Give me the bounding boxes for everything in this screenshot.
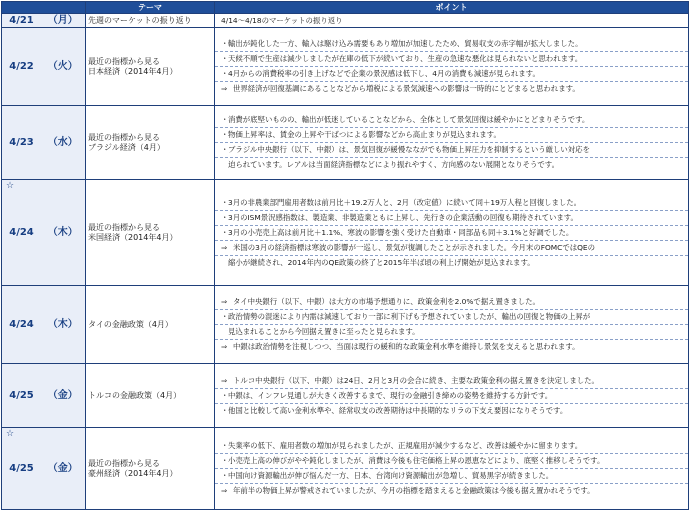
date-text: 4/25 (9, 462, 34, 474)
date-text: 4/24 (9, 226, 34, 238)
theme-text: 先週のマーケットの振り返り (88, 15, 192, 25)
point-item (215, 404, 688, 418)
point-text: 3月のISM景況感指数は、製造業、非製造業ともに上昇し、先行きの企業活動の回復も期待されています。 (228, 212, 578, 222)
featured-star-icon: ☆ (6, 428, 15, 439)
theme-cell (86, 106, 215, 180)
date-wrap (2, 287, 85, 363)
point-text: 消費が底堅いものの、輸出が低迷していることなどから、全体として景気回復は緩やかにとどまりそうです。 (228, 115, 590, 124)
bullet-icon: ・ (221, 197, 229, 207)
arrow-right-icon: ⇒ (221, 242, 228, 252)
point-text: トルコ中央銀行（以下、中銀）は24日、2月と3月の会合に続き、主要な政策金利の据え置きを決定しました。 (233, 375, 599, 385)
header-date (2, 2, 86, 14)
point-item (215, 454, 688, 469)
theme-text: 日本経済（2014年4月） (88, 66, 178, 76)
date-wrap (2, 107, 85, 179)
bullet-icon: ・ (221, 405, 229, 415)
date-label (9, 29, 78, 105)
point-text: 失業率の低下、雇用者数の増加が見られましたが、正規雇用が減少するなど、改善は緩やかに留まります。 (228, 441, 583, 450)
theme-text: 最近の指標から見る (88, 223, 160, 233)
point-item (215, 484, 688, 498)
point-text: 輸出が鈍化した一方、輸入は駆け込み需要もあり増加が加速したため、貿易収支の赤字幅が拡大しました。 (228, 39, 583, 48)
theme-text: タイの金融政策（4月） (88, 319, 173, 329)
date-text: 4/21 (9, 14, 34, 26)
schedule-row (2, 14, 689, 28)
header-theme: テーマ (86, 2, 215, 14)
point-item (215, 211, 688, 226)
arrow-right-icon: ⇒ (221, 375, 228, 385)
bullet-icon: ・ (221, 390, 229, 400)
theme-cell (86, 28, 215, 106)
point-text: 米国の3月の経済指標は寒波の影響が一巡し、景気が復調したことが示されました。今月末のFOMCではQEの (233, 242, 595, 252)
date-label (9, 107, 78, 179)
point-cell (215, 364, 689, 428)
bullet-icon: ・ (221, 54, 229, 63)
date-label (9, 15, 78, 27)
point-cell (215, 106, 689, 180)
schedule-row (2, 428, 689, 510)
theme-cell (86, 286, 215, 364)
date-cell (2, 14, 86, 28)
bullet-icon: ・ (221, 312, 229, 321)
point-item (215, 469, 688, 484)
point-item (215, 15, 688, 27)
date-cell (2, 28, 86, 106)
date-wrap (2, 181, 85, 285)
date-cell (2, 180, 86, 286)
date-wrap (2, 15, 85, 27)
weekday-text: （金） (47, 389, 78, 401)
weekday-text: （水） (47, 136, 78, 148)
arrow-right-icon: ⇒ (221, 297, 228, 306)
bullet-icon: ・ (221, 441, 229, 450)
date-label (9, 181, 78, 285)
point-text: 天候不順で生産は減少しましたが在庫の低下が続いており、生産の急速な悪化は見られないと思われます。 (228, 54, 583, 63)
point-item (215, 67, 688, 82)
point-text: タイ中央銀行（以下、中銀）は大方の市場予想通りに、政策金利を2.0%で据え置きました。 (233, 297, 540, 306)
point-item (215, 158, 688, 172)
point-text: ブラジル中央銀行（以下、中銀）は、景気回復が緩慢なながでも物価上昇圧力を抑制するという厳しい対応を (228, 145, 590, 154)
point-item (215, 241, 688, 256)
date-label (9, 429, 78, 509)
point-text: 3月の非農業部門雇用者数は前月比＋19.2万人と、2月（改定値）に続いて同＋19万人程と回復しました。 (228, 197, 582, 207)
weekday-text: （木） (47, 318, 78, 330)
theme-text: トルコの金融政策（4月） (88, 390, 182, 400)
bullet-icon: ・ (221, 471, 229, 480)
date-cell (2, 428, 86, 510)
point-text: 縮小が継続され、2014年内のQE政策の終了と2015年半ば頃の利上げ開始が見込まれます。 (228, 257, 535, 267)
theme-text: 最近の指標から見る (88, 57, 160, 67)
point-text: 中銀は政治情勢を注視しつつ、当面は現行の緩和的な政策金利水準を維持し景気を支えると思われます。 (233, 342, 580, 351)
date-text: 4/25 (9, 389, 34, 401)
bullet-icon: ・ (221, 69, 229, 78)
date-text: 4/24 (9, 318, 34, 330)
date-text: 4/22 (9, 60, 34, 72)
bullet-icon: ・ (221, 130, 229, 139)
date-wrap (2, 365, 85, 427)
bullet-icon: ・ (221, 39, 229, 48)
date-cell (2, 286, 86, 364)
point-text: 物価上昇率は、賃金の上昇や干ばつによる影響などから高止まりが見込まれます。 (228, 130, 501, 139)
point-text: 見込まれることから今回据え置きに至ったと見られます。 (228, 327, 420, 336)
point-text: 他国と比較して高い金利水準や、経常収支の改善期待は中長期的なリラの下支え要因になりそうです。 (228, 405, 568, 415)
schedule-rows (2, 14, 689, 510)
point-item (215, 256, 688, 270)
point-item (215, 374, 688, 389)
theme-cell (86, 180, 215, 286)
point-item (215, 143, 688, 158)
point-text: 迫られています。レアルは当面経済指標などにより振れやすく、方向感のない展開となりそうです。 (228, 160, 559, 169)
weekday-text: （月） (47, 14, 78, 26)
arrow-right-icon: ⇒ (221, 486, 228, 495)
date-cell (2, 364, 86, 428)
theme-cell (86, 14, 215, 28)
point-text: 年前半の物価上昇が警戒されていましたが、今月の指標を踏まえると金融政策は今後も据え置かれそうです。 (233, 486, 595, 495)
theme-text: 米国経済（2014年4月） (88, 232, 178, 242)
bullet-icon: ・ (221, 115, 229, 124)
point-item (215, 113, 688, 128)
bullet-icon: ・ (221, 227, 229, 237)
bullet-icon: ・ (221, 145, 229, 154)
theme-text: ブラジル経済（4月） (88, 142, 165, 152)
point-text: 政治情勢の混迷により内需は減速しており一部に利下げも予想されていましたが、輸出の回復と物価の上昇が (228, 312, 591, 321)
weekday-text: （金） (47, 462, 78, 474)
schedule-row (2, 28, 689, 106)
weekday-text: （火） (47, 60, 78, 72)
date-label (9, 365, 78, 427)
point-item (215, 82, 688, 96)
point-item (215, 389, 688, 404)
schedule-row (2, 286, 689, 364)
date-wrap (2, 429, 85, 509)
bullet-icon: ・ (221, 456, 229, 465)
point-cell (215, 180, 689, 286)
point-item (215, 439, 688, 454)
date-text: 4/23 (9, 136, 34, 148)
point-cell (215, 28, 689, 106)
point-item (215, 52, 688, 67)
point-text: 小売売上高の伸びがやや鈍化しましたが、消費は今後も住宅価格上昇の恩恵などにより、底堅く推移しそうです。 (228, 456, 605, 465)
featured-star-icon: ☆ (6, 180, 15, 191)
arrow-right-icon: ⇒ (221, 342, 228, 351)
theme-cell (86, 364, 215, 428)
schedule-row (2, 106, 689, 180)
arrow-right-icon: ⇒ (221, 84, 228, 93)
point-text: 4/14～4/18のマーケットの振り返り (221, 15, 343, 25)
point-text: 3月の小売売上高は前月比＋1.1%、寒波の影響を強く受けた自動車・同部品も同＋3.1%と好調でした。 (228, 227, 574, 237)
point-item (215, 128, 688, 143)
point-cell (215, 14, 689, 28)
header-point: ポイント (215, 2, 689, 14)
bullet-icon: ・ (221, 212, 229, 222)
schedule-table (1, 1, 689, 510)
header-row (2, 2, 689, 14)
point-item (215, 196, 688, 211)
date-label (9, 287, 78, 363)
point-text: 世界経済が回復基調にあることなどから増税による景気減速への影響は一時的にとどまると思われます。 (233, 84, 580, 93)
point-item (215, 295, 688, 310)
point-item (215, 226, 688, 241)
point-item (215, 325, 688, 340)
date-wrap (2, 29, 85, 105)
point-text: 中国向け資源輸出が伸び悩んだ一方、日本、台湾向け資源輸出が急増し、貿易黒字が続きました。 (228, 471, 554, 480)
point-text: 中銀は、インフレ見通しが大きく改善するまで、現行の金融引き締めの姿勢を維持する方針です。 (228, 390, 553, 400)
weekday-text: （木） (47, 226, 78, 238)
schedule-row (2, 180, 689, 286)
date-cell (2, 106, 86, 180)
theme-text: 最近の指標から見る (88, 133, 160, 143)
point-cell (215, 428, 689, 510)
schedule-row (2, 364, 689, 428)
theme-text: 豪州経済（2014年4月） (88, 468, 178, 478)
theme-cell (86, 428, 215, 510)
theme-text: 最近の指標から見る (88, 459, 160, 469)
point-text: 4月からの消費税率の引き上げなどで企業の景況感は低下し、4月の消費も減速が見られます。 (228, 69, 540, 78)
point-cell (215, 286, 689, 364)
point-item (215, 37, 688, 52)
point-item (215, 310, 688, 325)
point-item (215, 340, 688, 354)
